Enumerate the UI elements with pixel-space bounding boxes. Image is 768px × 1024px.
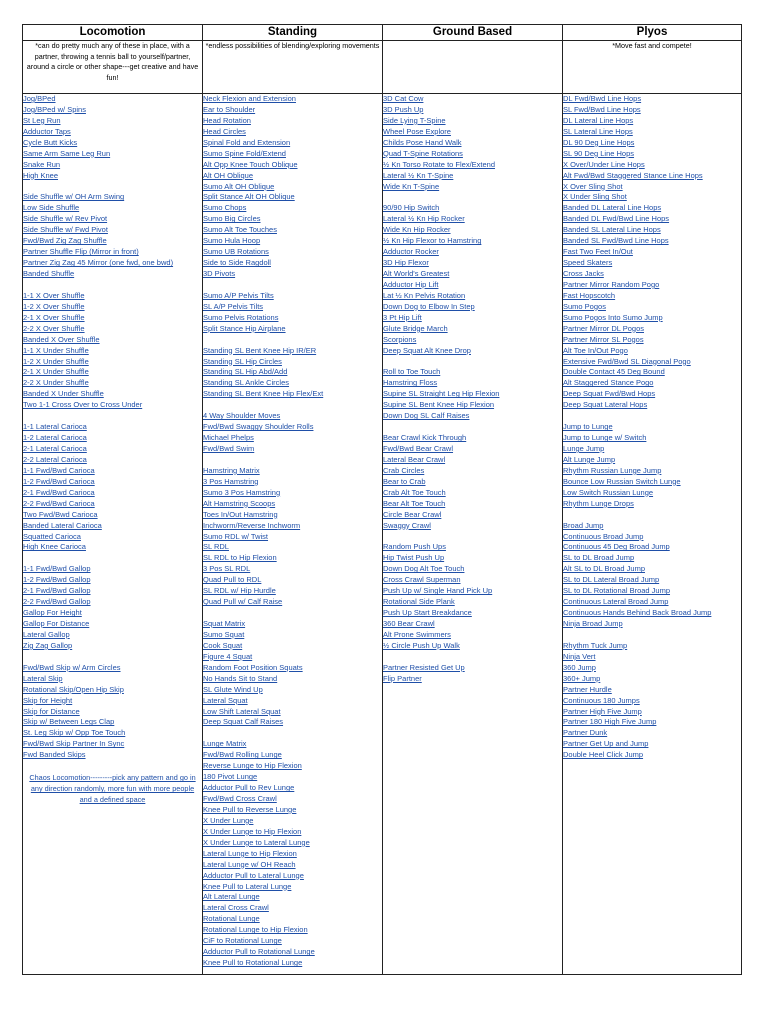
exercise-link[interactable]: 3 Pos Hamstring (203, 476, 259, 486)
exercise-link[interactable]: Neck Flexion and Extension (203, 94, 296, 103)
exercise-link[interactable]: 2-1 Lateral Carioca (23, 444, 87, 453)
exercise-link[interactable]: SL RDL w/ Hip Hurdle (203, 586, 276, 596)
exercise-link[interactable]: Skip for Distance (23, 706, 80, 716)
exercise-link[interactable]: Quad T-Spine Rotations (383, 148, 463, 158)
exercise-link[interactable]: Down Dog SL Calf Raises (383, 411, 470, 421)
exercise-link[interactable]: Rhythm Tuck Jump (563, 640, 628, 650)
exercise-link[interactable]: 1-2 Lateral Carioca (23, 433, 87, 443)
exercise-link[interactable]: Flip Partner (383, 673, 422, 683)
exercise-link[interactable]: 2-2 Fwd/Bwd Carioca (23, 498, 95, 508)
exercise-link[interactable]: 3 Pos SL RDL (203, 564, 251, 574)
exercise-link[interactable]: 360 Jump (563, 662, 596, 672)
exercise-link[interactable]: Sumo Chops (203, 203, 247, 213)
exercise-link[interactable]: Banded Shuffle (23, 269, 75, 278)
exercise-link[interactable]: 1-2 Fwd/Bwd Gallop (23, 575, 91, 585)
exercise-link[interactable]: Two 1-1 Cross Over to Cross Under (23, 400, 143, 410)
exercise-link[interactable]: Wheel Pose Explore (383, 126, 451, 136)
exercise-link[interactable]: Partner Mirror Random Pogo (563, 279, 660, 289)
exercise-link[interactable]: Cycle Butt Kicks (23, 137, 78, 147)
exercise-link[interactable]: Partner Zig Zag 45 Mirror (one fwd, one bwd) (23, 258, 174, 268)
exercise-link[interactable]: Banded X Over Shuffle (23, 334, 100, 344)
exercise-link[interactable]: Adductor Pull to Lateral Lunge (203, 870, 304, 880)
exercise-link[interactable]: 3 Pt Hip Lift (383, 312, 422, 322)
exercise-link[interactable]: Fwd/Bwd Zig Zag Shuffle (23, 236, 107, 246)
exercise-link[interactable]: Alt SL to DL Broad Jump (563, 564, 645, 574)
exercise-link[interactable]: Side Shuffle w/ Fwd Pivot (23, 225, 108, 235)
exercise-link[interactable]: Alt Lateral Lunge (203, 892, 260, 902)
list-gap (383, 422, 562, 433)
list-gap (23, 652, 202, 663)
exercise-link[interactable]: Inchworm/Reverse Inchworm (203, 520, 301, 530)
exercise-link[interactable]: Continuous Lateral Broad Jump (563, 597, 669, 607)
exercise-link[interactable]: Side Shuffle w/ Rev Pivot (23, 214, 108, 224)
exercise-link[interactable]: 3D Pivots (203, 269, 236, 278)
exercise-link[interactable]: Childs Pose Hand Walk (383, 137, 462, 147)
exercise-link[interactable]: Lateral Squat (203, 695, 248, 705)
exercise-link[interactable]: Cross Crawl Superman (383, 575, 461, 585)
exercise-link[interactable]: Skip for Height (23, 695, 73, 705)
list-gap (383, 652, 562, 663)
plyos-list (563, 94, 742, 975)
exercise-link[interactable]: Partner Shuffle Flip (Mirror in front) (23, 247, 139, 257)
exercise-link[interactable]: 2-2 X Under Shuffle (23, 378, 89, 388)
exercise-link[interactable]: 1-1 Fwd/Bwd Gallop (23, 564, 91, 574)
chaos-locomotion-note[interactable]: Chaos Locomotion---------pick any pattern and go in any direction randomly, more fun with more people and a defined space (29, 773, 196, 805)
exercise-link[interactable]: Sumo Pogos Into Sumo Jump (563, 312, 663, 322)
exercise-link[interactable]: Sumo A/P Pelvis Tilts (203, 290, 274, 300)
exercise-link[interactable]: 90/90 Hip Switch (383, 203, 440, 213)
exercise-link[interactable]: X Under Lunge to Hip Flexion (203, 826, 302, 836)
exercise-link[interactable]: 3D Hip Flexor (383, 258, 429, 268)
exercise-link[interactable]: Bear to Crab (383, 476, 426, 486)
exercise-link[interactable]: Deep Squat Fwd/Bwd Hops (563, 389, 656, 399)
exercise-link[interactable]: Head Circles (203, 126, 246, 136)
exercise-link[interactable]: Banded SL Fwd/Bwd Line Hops (563, 236, 669, 246)
exercise-link[interactable]: Alt Fwd/Bwd Staggered Stance Line Hops (563, 170, 703, 180)
exercise-link[interactable]: Partner 180 High Five Jump (563, 717, 657, 727)
exercise-link[interactable]: Speed Skaters (563, 258, 613, 268)
exercise-link[interactable]: Side to Side Ragdoll (203, 258, 271, 268)
exercise-link[interactable]: Sumo Squat (203, 629, 245, 639)
list-gap (203, 280, 382, 291)
exercise-link[interactable]: Partner Get Up and Jump (563, 739, 649, 749)
list-gap (203, 335, 382, 346)
exercise-link[interactable]: Snake Run (23, 159, 61, 169)
exercise-link[interactable]: Knee Pull to Rotational Lunge (203, 958, 303, 968)
locomotion-list (23, 94, 203, 975)
exercise-link[interactable]: Bounce Low Russian Switch Lunge (563, 476, 681, 486)
list-gap (203, 728, 382, 739)
list-gap (563, 510, 741, 521)
exercise-link[interactable]: Lateral ½ Kn Hip Rocker (383, 214, 465, 224)
exercise-link[interactable]: SL Fwd/Bwd Line Hops (563, 104, 641, 114)
exercise-link[interactable]: 1-1 Fwd/Bwd Carioca (23, 465, 95, 475)
exercise-link[interactable]: 1-1 X Under Shuffle (23, 345, 89, 355)
exercise-link[interactable]: Standing SL Hip Circles (203, 356, 282, 366)
exercise-link[interactable]: SL RDL (203, 542, 229, 552)
exercise-link[interactable]: Swaggy Crawl (383, 520, 431, 530)
exercise-link[interactable]: Partner Dunk (563, 728, 608, 738)
list-gap (23, 761, 202, 772)
exercise-link[interactable]: Deep Squat Alt Knee Drop (383, 345, 471, 355)
exercise-link[interactable]: Supine SL Straight Leg Hip Flexion (383, 389, 500, 399)
exercise-link[interactable]: Alt OH Oblique (203, 170, 254, 180)
exercise-link[interactable]: 360 Bear Crawl (383, 619, 435, 628)
note-locomotion: *can do pretty much any of these in place, with a partner, throwing a tennis ball to yourself/partner, around a circle or other shape---get creative and have fun! (23, 41, 203, 94)
exercise-link[interactable]: Push Up Start Breakdance (383, 608, 472, 618)
exercise-link[interactable]: Figure 4 Squat (203, 651, 253, 661)
exercise-link[interactable]: Squatted Carioca (23, 531, 81, 541)
exercise-link[interactable]: Lateral Lunge to Hip Flexion (203, 848, 297, 858)
list-gap (23, 182, 202, 193)
exercise-link[interactable]: Lat ½ Kn Pelvis Rotation (383, 290, 466, 300)
exercise-link[interactable]: Cook Squat (203, 640, 243, 650)
exercise-link[interactable]: St Leg Run (23, 115, 61, 125)
exercise-link[interactable]: ½ Circle Push Up Walk (383, 640, 460, 650)
exercise-link[interactable]: Sumo Big Circles (203, 214, 261, 224)
exercise-link[interactable]: Knee Pull to Lateral Lunge (203, 881, 292, 891)
exercise-link[interactable]: Sumo Alt Toe Touches (203, 225, 277, 235)
list-gap (203, 455, 382, 466)
exercise-link[interactable]: 1-2 Fwd/Bwd Carioca (23, 476, 95, 486)
exercise-link[interactable]: Adductor Pull to Rotational Lunge (203, 947, 315, 957)
exercise-link[interactable]: 1-1 Lateral Carioca (23, 422, 87, 432)
exercise-link[interactable]: 2-2 Fwd/Bwd Gallop (23, 597, 91, 607)
exercise-link[interactable]: Head Rotation (203, 115, 251, 125)
exercise-link[interactable]: Continuous 180 Jumps (563, 695, 640, 705)
exercise-link[interactable]: Rhythm Lunge Drops (563, 498, 634, 508)
exercise-link[interactable]: Crab Circles (383, 465, 425, 475)
exercise-link[interactable]: Low Switch Russian Lunge (563, 487, 654, 497)
exercise-link[interactable]: Push Up w/ Single Hand Pick Up (383, 586, 493, 596)
exercise-link[interactable]: Lateral Bear Crawl (383, 454, 446, 464)
ground-based-list (383, 94, 563, 975)
exercise-link[interactable]: 3D Cat Cow (383, 94, 424, 103)
exercise-link[interactable]: Supine SL Bent Knee Hip Flexion (383, 400, 495, 410)
exercise-link[interactable]: Same Arm Same Leg Run (23, 148, 111, 158)
exercise-link[interactable]: Bear Crawl Kick Through (383, 433, 467, 443)
exercise-link[interactable]: Quad Pull w/ Calf Raise (203, 597, 283, 607)
list-gap (383, 357, 562, 368)
exercise-link[interactable]: Alt Opp Knee Touch Oblique (203, 159, 298, 169)
list-gap (203, 608, 382, 619)
exercise-link[interactable]: Random Push Ups (383, 542, 446, 552)
exercise-link[interactable]: Cross Jacks (563, 269, 604, 278)
exercise-link[interactable]: Down Dog to Elbow In Step (383, 301, 475, 311)
exercise-link[interactable]: Ear to Shoulder (203, 104, 256, 114)
list-gap (203, 400, 382, 411)
exercise-link[interactable]: Knee Pull to Reverse Lunge (203, 804, 297, 814)
exercise-link[interactable]: SL A/P Pelvis Tilts (203, 301, 264, 311)
exercise-link[interactable]: SL Glute Wind Up (203, 684, 263, 694)
exercise-link[interactable]: Bear Alt Toe Touch (383, 498, 446, 508)
note-ground-based (383, 41, 563, 94)
lists-row (23, 94, 742, 975)
exercise-link[interactable]: DL Lateral Line Hops (563, 115, 634, 125)
exercise-link[interactable]: 2-1 Fwd/Bwd Carioca (23, 487, 95, 497)
exercise-link[interactable]: Sumo Spine Fold/Extend (203, 148, 286, 158)
exercise-link[interactable]: Fwd/Bwd Skip w/ Arm Circles (23, 662, 121, 672)
exercise-link[interactable]: Fast Hopscotch (563, 290, 616, 300)
exercise-link[interactable]: Lateral Lunge w/ OH Reach (203, 859, 296, 869)
exercise-link[interactable]: Split Stance Alt OH Oblique (203, 192, 295, 202)
exercise-link[interactable]: Alt Toe In/Out Pogo (563, 345, 628, 355)
exercise-link[interactable]: Alt Hamstring Scoops (203, 498, 276, 508)
exercise-link[interactable]: 180 Pivot Lunge (203, 772, 258, 782)
exercise-link[interactable]: Lateral Gallop (23, 629, 70, 639)
exercise-link[interactable]: Fwd Banded Skips (23, 750, 86, 760)
exercise-link[interactable]: Lateral Skip (23, 673, 63, 683)
exercise-link[interactable]: Circle Bear Crawl (383, 509, 442, 519)
exercise-link[interactable]: SL RDL to Hip Flexion (203, 553, 277, 563)
exercise-link[interactable]: Standing SL Bent Knee Hip Flex/Ext (203, 389, 324, 399)
exercise-link[interactable]: Jump to Lunge w/ Switch (563, 433, 647, 443)
exercise-link[interactable]: Alt World's Greatest (383, 269, 450, 278)
exercise-link[interactable]: Continuous Hands Behind Back Broad Jump (563, 608, 712, 618)
list-gap (563, 630, 741, 641)
exercise-link[interactable]: Standing SL Ankle Circles (203, 378, 290, 388)
exercise-link[interactable]: Sumo RDL w/ Twist (203, 531, 269, 541)
list-gap (383, 532, 562, 543)
exercise-link[interactable]: Random Foot Position Squats (203, 662, 303, 672)
exercise-link[interactable]: Jump to Lunge (563, 422, 613, 432)
exercise-link[interactable]: Gallop For Distance (23, 619, 90, 628)
notes-row (23, 41, 742, 94)
exercise-link[interactable]: Zig Zag Gallop (23, 640, 73, 650)
exercise-link[interactable]: Deep Squat Calf Raises (203, 717, 284, 727)
exercise-link[interactable]: Rotational Side Plank (383, 597, 455, 607)
list-gap (23, 553, 202, 564)
exercise-link[interactable]: Fast Two Feet In/Out (563, 247, 633, 257)
exercise-link[interactable]: Banded Lateral Carioca (23, 520, 102, 530)
note-plyos: *Move fast and compete! (563, 41, 742, 94)
list-gap (563, 411, 741, 422)
exercise-link[interactable]: Ninja Broad Jump (563, 619, 623, 628)
exercise-link[interactable]: 3D Push Up (383, 104, 424, 114)
exercise-link[interactable]: Lateral ½ Kn T-Spine (383, 170, 454, 180)
exercise-link[interactable]: X Under Lunge (203, 815, 254, 825)
exercise-link[interactable]: Rotational Lunge (203, 914, 260, 924)
exercise-link[interactable]: Fwd/Bwd Bear Crawl (383, 444, 454, 453)
header-standing: Standing (203, 25, 383, 41)
exercise-link[interactable]: Continuous Broad Jump (563, 531, 644, 541)
exercise-link[interactable]: Side Lying T-Spine (383, 115, 446, 125)
exercise-link[interactable]: Fwd/Bwd Rolling Lunge (203, 750, 282, 760)
exercise-link[interactable]: Lunge Matrix (203, 739, 247, 749)
exercise-link[interactable]: Alt Prone Swimmers (383, 629, 451, 639)
exercise-link[interactable]: Lunge Jump (563, 444, 605, 453)
exercise-link[interactable]: SL to DL Broad Jump (563, 553, 635, 563)
exercise-link[interactable]: High Knee (23, 170, 59, 180)
exercise-link[interactable]: Rhythm Russian Lunge Jump (563, 465, 662, 475)
exercise-link[interactable]: Jog/BPed (23, 94, 56, 103)
exercise-link[interactable]: Hamstring Floss (383, 378, 438, 388)
exercise-link[interactable]: Banded SL Lateral Line Hops (563, 225, 661, 235)
exercise-link[interactable]: Adductor Pull to Rev Lunge (203, 783, 295, 793)
exercise-link[interactable]: Squat Matrix (203, 619, 246, 628)
exercise-link[interactable]: SL to DL Lateral Broad Jump (563, 575, 660, 585)
exercise-link[interactable]: Low Shift Lateral Squat (203, 706, 281, 716)
exercise-link[interactable]: Partner Resisted Get Up (383, 662, 465, 672)
exercise-link[interactable]: 4 Way Shoulder Moves (203, 411, 281, 421)
exercise-link[interactable]: Partner High Five Jump (563, 706, 642, 716)
exercise-link[interactable]: 2-1 Fwd/Bwd Gallop (23, 586, 91, 596)
header-ground-based: Ground Based (383, 25, 563, 41)
header-row (23, 25, 742, 41)
exercise-link[interactable]: Fwd/Bwd Skip Partner In Sync (23, 739, 125, 749)
exercise-link[interactable]: High Knee Carioca (23, 542, 86, 552)
exercise-link[interactable]: Rotational Skip/Open Hip Skip (23, 684, 124, 694)
exercise-link[interactable]: 360+ Jump (563, 673, 601, 683)
exercise-link[interactable]: Fwd/Bwd Swaggy Shoulder Rolls (203, 422, 314, 432)
exercise-link[interactable]: DL Fwd/Bwd Line Hops (563, 94, 642, 103)
exercise-link[interactable]: Alt Lunge Jump (563, 454, 616, 464)
exercise-link[interactable]: Partner Mirror SL Pogos (563, 334, 644, 344)
exercise-link[interactable]: Wide Kn Hip Rocker (383, 225, 451, 235)
exercise-link[interactable]: SL 90 Deg Line Hops (563, 148, 635, 158)
exercise-link[interactable]: Low Side Shuffle (23, 203, 80, 213)
exercise-link[interactable]: Split Stance Hip Airplane (203, 323, 286, 333)
exercise-link[interactable]: Lateral Cross Crawl (203, 903, 269, 913)
exercise-link[interactable]: Roll to Toe Touch (383, 367, 441, 377)
exercise-link[interactable]: Banded DL Fwd/Bwd Line Hops (563, 214, 670, 224)
exercise-link[interactable]: Alt Staggered Stance Pogo (563, 378, 654, 388)
exercise-link[interactable]: Sumo Pelvis Rotations (203, 312, 279, 322)
header-plyos: Plyos (563, 25, 742, 41)
exercise-link[interactable]: Rotational Lunge to Hip Flexion (203, 925, 308, 935)
exercise-link[interactable]: Spinal Fold and Extension (203, 137, 291, 147)
exercise-link[interactable]: Scorpions (383, 334, 417, 344)
exercise-link[interactable]: Deep Squat Lateral Hops (563, 400, 648, 410)
exercise-link[interactable]: No Hands Sit to Stand (203, 673, 278, 683)
exercise-link[interactable]: 2-1 X Over Shuffle (23, 312, 85, 322)
exercise-link[interactable]: Sumo Pogos (563, 301, 606, 311)
list-gap (23, 280, 202, 291)
exercise-link[interactable]: Double Contact 45 Deg Bound (563, 367, 665, 377)
exercise-link[interactable]: 1-2 X Over Shuffle (23, 301, 85, 311)
exercise-link[interactable]: Adductor Taps (23, 126, 71, 136)
exercise-link[interactable]: Jog/BPed w/ Spins (23, 104, 86, 114)
exercise-link[interactable]: Sumo Alt OH Oblique (203, 181, 275, 191)
exercise-link[interactable]: Gallop For Height (23, 608, 82, 618)
exercise-link[interactable]: Standing SL Bent Knee Hip IR/ER (203, 345, 317, 355)
exercise-link[interactable]: 2-1 X Under Shuffle (23, 367, 89, 377)
exercise-link[interactable]: SL to DL Rotational Broad Jump (563, 586, 671, 596)
exercise-link[interactable]: X Over/Under Line Hops (563, 159, 645, 169)
exercise-link[interactable]: ½ Kn Torso Rotate to Flex/Extend (383, 159, 496, 169)
exercise-link[interactable]: SL Lateral Line Hops (563, 126, 633, 136)
standing-list (203, 94, 383, 975)
exercise-link[interactable]: Toes In/Out Hamstring (203, 509, 278, 519)
exercise-link[interactable]: 2-2 Lateral Carioca (23, 454, 87, 464)
exercise-link[interactable]: Adductor Hip Lift (383, 279, 439, 289)
exercise-link[interactable]: CiF to Rotational Lunge (203, 936, 282, 946)
exercise-link[interactable]: Two Fwd/Bwd Carioca (23, 509, 98, 519)
exercise-link[interactable]: DL 90 Deg Line Hops (563, 137, 635, 147)
exercise-link[interactable]: 1-2 X Under Shuffle (23, 356, 89, 366)
exercise-link[interactable]: Standing SL Hip Abd/Add (203, 367, 288, 377)
exercise-link[interactable]: Fwd/Bwd Cross Crawl (203, 794, 277, 803)
exercise-link[interactable]: Down Dog Alt Toe Touch (383, 564, 465, 574)
exercise-link[interactable]: Hip Twist Push Up (383, 553, 445, 563)
exercise-link[interactable]: Continuous 45 Deg Broad Jump (563, 542, 670, 552)
exercise-link[interactable]: Banded X Under Shuffle (23, 389, 104, 399)
list-gap (383, 192, 562, 203)
exercise-link[interactable]: Wide Kn T-Spine (383, 181, 440, 191)
exercise-link[interactable]: Crab Alt Toe Touch (383, 487, 446, 497)
exercise-link[interactable]: Fwd/Bwd Swim (203, 444, 255, 453)
exercise-link[interactable]: Partner Hurdle (563, 684, 612, 694)
exercise-link[interactable]: Adductor Rocker (383, 247, 439, 257)
exercise-link[interactable]: Sumo UB Rotations (203, 247, 269, 257)
exercise-link[interactable]: Broad Jump (563, 520, 604, 530)
exercise-link[interactable]: Partner Mirror DL Pogos (563, 323, 644, 333)
exercise-link[interactable]: Reverse Lunge to Hip Flexion (203, 761, 302, 771)
note-standing: *endless possibilities of blending/exploring movements (203, 41, 383, 94)
exercise-link[interactable]: Michael Phelps (203, 433, 254, 443)
exercise-link[interactable]: Ninja Vert (563, 651, 596, 661)
exercise-link[interactable]: Double Heel Click Jump (563, 750, 644, 760)
exercise-link[interactable]: Glute Bridge March (383, 323, 448, 333)
exercise-link[interactable]: X Under Lunge to Lateral Lunge (203, 837, 310, 847)
exercise-link[interactable]: Side Shuffle w/ OH Arm Swing (23, 192, 125, 202)
exercise-link[interactable]: 2-2 X Over Shuffle (23, 323, 85, 333)
exercise-link[interactable]: Sumo Hula Hoop (203, 236, 261, 246)
exercise-link[interactable]: X Over Sling Shot (563, 181, 623, 191)
exercise-link[interactable]: St. Leg Skip w/ Opp Toe Touch (23, 728, 126, 738)
exercise-link[interactable]: X Under Sling Shot (563, 192, 627, 202)
exercise-link[interactable]: 1-1 X Over Shuffle (23, 290, 85, 300)
exercise-link[interactable]: Sumo 3 Pos Hamstring (203, 487, 281, 497)
header-locomotion: Locomotion (23, 25, 203, 41)
exercise-link[interactable]: ½ Kn Hip Flexor to Hamstring (383, 236, 482, 246)
exercise-link[interactable]: Hamstring Matrix (203, 465, 260, 475)
exercise-table (22, 24, 742, 975)
list-gap (23, 411, 202, 422)
exercise-link[interactable]: Skip w/ Between Legs Clap (23, 717, 115, 727)
exercise-link[interactable]: Banded DL Lateral Line Hops (563, 203, 662, 213)
exercise-link[interactable]: Quad Pull to RDL (203, 575, 262, 585)
exercise-link[interactable]: Extensive Fwd/Bwd SL Diagonal Pogo (563, 356, 691, 366)
